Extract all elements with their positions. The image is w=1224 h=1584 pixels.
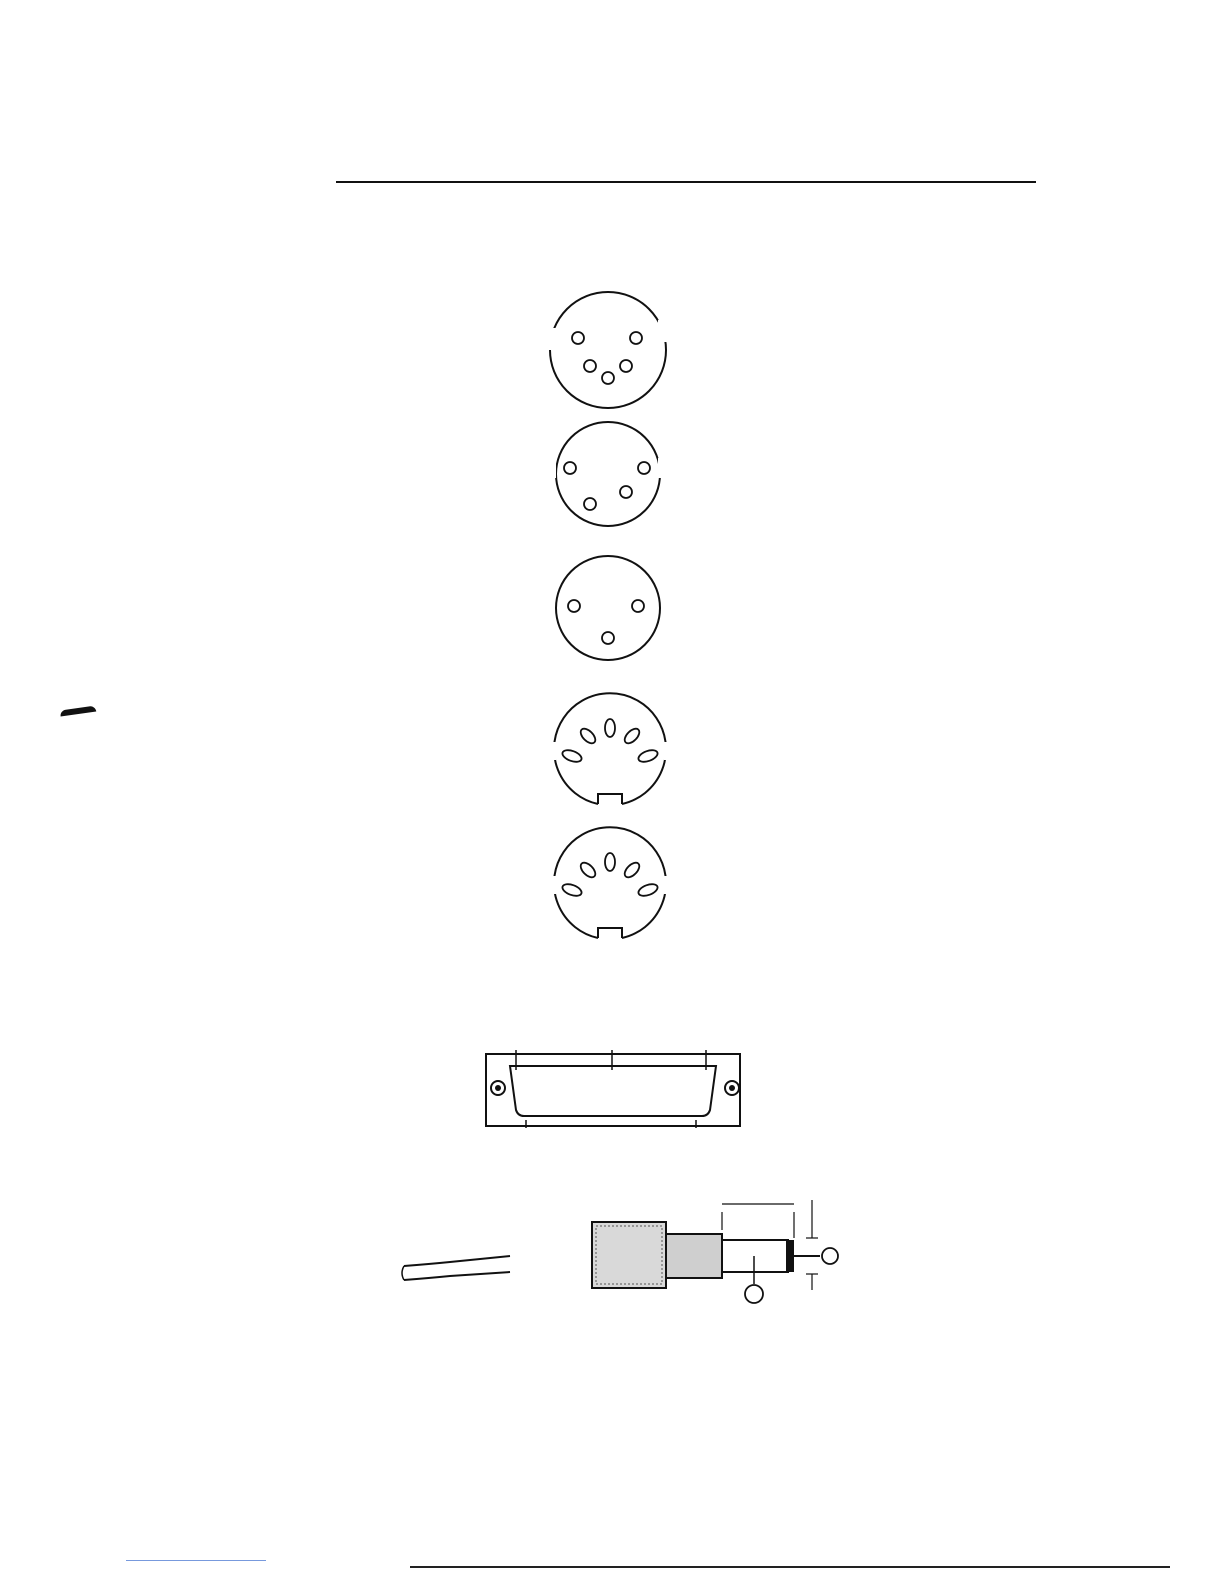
xlr5-female-diagram bbox=[540, 290, 680, 420]
xlr4-male-diagram bbox=[540, 420, 680, 535]
punch-mark bbox=[60, 706, 96, 717]
din5-audio-diagram bbox=[540, 684, 680, 812]
divider bbox=[126, 1560, 266, 1561]
divider bbox=[410, 1566, 1170, 1568]
chapter-rule bbox=[336, 181, 1036, 183]
xlr3-female-diagram bbox=[540, 552, 680, 678]
din5-midi-diagram bbox=[540, 816, 680, 944]
db25-diagram bbox=[480, 1028, 750, 1148]
dc-plug-diagram bbox=[400, 1160, 940, 1310]
